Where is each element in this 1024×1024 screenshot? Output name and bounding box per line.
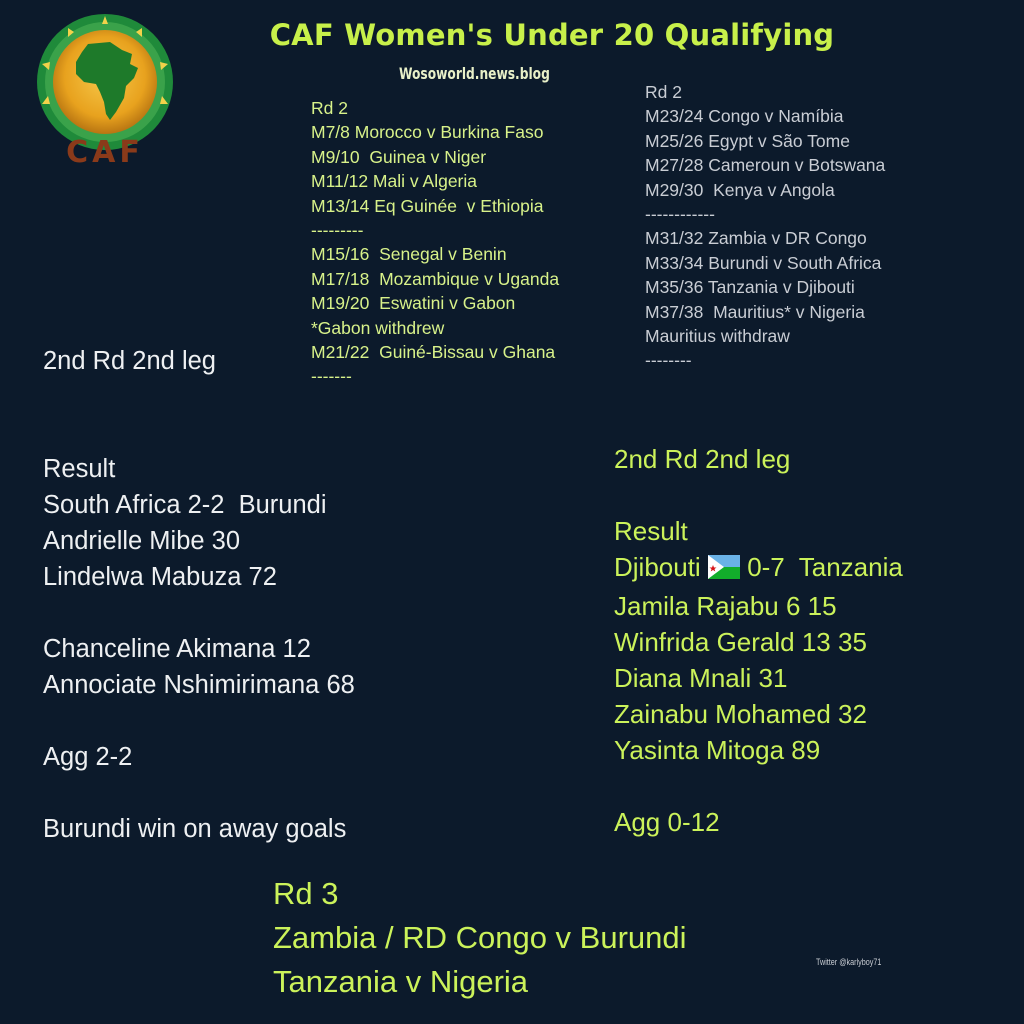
round3-heading: Rd 3 [273, 876, 339, 911]
list-item: M11/12 Mali v Algeria [311, 171, 478, 192]
list-item: Rd 2 [311, 98, 348, 118]
list-item: M17/18 Mozambique v Uganda [311, 268, 560, 289]
twitter-credit: Twitter @karlyboy71 [816, 957, 882, 967]
list-item: Rd 2 [645, 82, 682, 102]
aggregate: Agg 2-2 [43, 743, 133, 771]
aggregate: Agg 0-12 [614, 807, 720, 837]
fixtures-right-list [645, 80, 885, 373]
scorer: Annociate Nshimirimana 68 [43, 671, 355, 699]
list-item: M37/38 Mauritius* v Nigeria [645, 301, 865, 322]
list-item: M27/28 Cameroun v Botswana [645, 155, 886, 176]
right-heading: 2nd Rd 2nd leg [614, 444, 791, 474]
list-item: Mauritius withdraw [645, 326, 790, 347]
list-item: -------- [645, 350, 692, 371]
round3-match: Zambia / RD Congo v Burundi [273, 920, 687, 955]
scorer: Diana Mnali 31 [614, 663, 788, 693]
result-label: Result [614, 516, 688, 546]
list-item: M19/20 Eswatini v Gabon [311, 293, 516, 314]
scorer: Jamila Rajabu 6 15 [614, 591, 837, 621]
scorer: Lindelwa Mabuza 72 [43, 563, 277, 591]
list-item: M21/22 Guiné-Bissau v Ghana [311, 342, 556, 363]
list-item: --------- [311, 220, 364, 241]
list-item: M35/36 Tanzania v Djibouti [645, 277, 855, 298]
right-result-block [614, 441, 903, 840]
list-item: M13/14 Eq Guinée v Ethiopia [311, 195, 544, 216]
page-title: CAF Women's Under 20 Qualifying [269, 18, 835, 52]
list-item: M7/8 Morocco v Burkina Faso [311, 122, 544, 143]
score-line [614, 549, 903, 588]
list-item: ------------ [645, 204, 715, 225]
left-heading: 2nd Rd 2nd leg [43, 347, 216, 375]
result-note: Burundi win on away goals [43, 815, 347, 843]
score: 0-7 Tanzania [747, 552, 903, 582]
list-item: M25/26 Egypt v São Tome [645, 130, 850, 151]
round3-block [273, 872, 687, 1004]
scorer: Andrielle Mibe 30 [43, 527, 241, 555]
result-label: Result [43, 455, 116, 483]
scorer: Winfrida Gerald 13 35 [614, 627, 867, 657]
list-item: *Gabon withdrew [311, 317, 445, 338]
scorer: Yasinta Mitoga 89 [614, 735, 821, 765]
list-item: M29/30 Kenya v Angola [645, 179, 835, 200]
scorer: Chanceline Akimana 12 [43, 635, 311, 663]
left-result-block [43, 451, 355, 847]
logo-text: CAF [66, 135, 144, 170]
list-item: ------- [311, 366, 352, 387]
list-item: M23/24 Congo v Namíbia [645, 106, 844, 127]
list-item: M9/10 Guinea v Niger [311, 146, 487, 167]
djibouti-flag-icon [708, 552, 740, 588]
scorer: Zainabu Mohamed 32 [614, 699, 867, 729]
round3-match: Tanzania v Nigeria [273, 964, 529, 999]
list-item: M31/32 Zambia v DR Congo [645, 228, 867, 249]
score-home: Djibouti [614, 552, 701, 582]
list-item: M15/16 Senegal v Benin [311, 244, 507, 265]
score-line: South Africa 2-2 Burundi [43, 491, 327, 519]
list-item: M33/34 Burundi v South Africa [645, 252, 882, 273]
fixtures-left-list [311, 96, 559, 389]
site-url: Wosoworld.news.blog [399, 64, 550, 83]
